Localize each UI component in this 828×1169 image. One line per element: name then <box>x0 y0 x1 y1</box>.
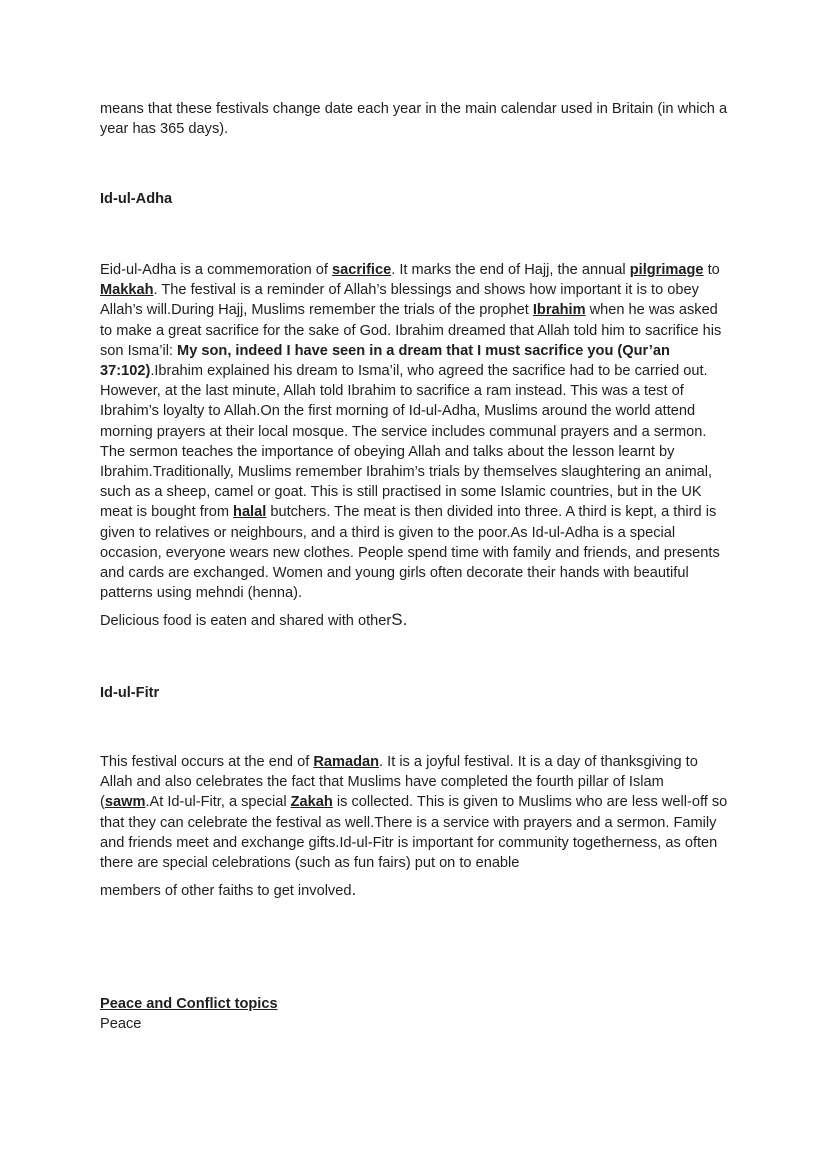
text-run: . It marks the end of Hajj, the annual <box>391 262 630 278</box>
heading-peace-and-conflict: Peace and Conflict topics <box>100 996 278 1012</box>
text-run: butchers. The meat is then divided into three. A third is kept, a third is given to relatives or neighbours, and a third is given to the poor.As Id-ul-Adha is a special occasion, everyone wears new clothes. People spend time with family and friends, and presents and cards are exchanged. Women and young girls often decorate their hands with beautiful patterns using mehndi (henna). <box>100 504 720 602</box>
text-run: to <box>703 262 720 278</box>
text-run: Delicious food is eaten and shared with other <box>100 613 392 630</box>
text-run: .Ibrahim explained his dream to Isma’il, who agreed the sacrifice had to be carried out. However, at the last minute, Allah told Ibrahim to sacrifice a ram instead. This was a test of Ibrahim’s loyalty to Allah.On the first morning of Id-ul-Adha, Muslims around the world attend morning prayers at their local mosque. The service includes communal prayers and a sermon. The sermon teaches the importance of obeying Allah and talks about the lesson learnt by Ibrahim.Traditionally, Muslims remember Ibrahim’s trials by themselves slaughtering an animal, such as a sheep, camel or goat. This is still practised in some Islamic countries, but in the UK meat is bought from <box>100 363 713 521</box>
text-run: when he was asked to make a great sacrifice for the sake of God. Ibrahim dreamed that Allah told him to sacrifice his son Isma’il: <box>100 302 722 359</box>
keyword-halal: halal <box>233 504 267 521</box>
keyword-ramadan: Ramadan <box>313 754 380 770</box>
paragraph-id-ul-adha <box>100 260 728 632</box>
heading-id-ul-adha: Id-ul-Adha <box>100 191 173 207</box>
text-run: . The festival is a reminder of Allah’s blessings and shows how important it is to obey Allah’s will.During Hajj, Muslims remember the trials of the prophet <box>100 282 699 319</box>
heading-id-ul-fitr: Id-ul-Fitr <box>100 685 160 701</box>
keyword-zakah: Zakah <box>290 794 333 811</box>
subheading-peace: Peace <box>100 1016 142 1032</box>
paragraph-id-ul-fitr <box>100 752 728 901</box>
keyword-pilgrimage: pilgrimage <box>629 262 704 278</box>
text-run: members of other faiths to get involved <box>100 883 352 900</box>
closing-char: . <box>351 880 357 900</box>
quran-quote: My son, indeed I have seen in a dream that I must sacrifice you (Qur’an 37:102) <box>100 342 670 380</box>
text-run: This festival occurs at the end of <box>100 754 314 770</box>
closing-line <box>100 880 728 901</box>
keyword-makkah: Makkah <box>100 282 154 299</box>
keyword-sacrifice: sacrifice <box>331 262 392 278</box>
keyword-sawm: sawm <box>104 794 146 811</box>
text-run: . It is a joyful festival. It is a day of thanksgiving to Allah and also celebrates the fact that Muslims have completed the fourth pillar of Islam ( <box>100 754 698 811</box>
closing-line <box>100 610 728 631</box>
text-run: is collected. This is given to Muslims who are less well-off so that they can celebrate the festival as well.There is a service with prayers and a sermon. Family and friends meet and exchange gifts.Id-ul-Fitr is important for community togetherness, as often there are special celebrations (such as fun fairs) put on to enable <box>100 794 728 872</box>
text-run: Eid-ul-Adha is a commemoration of <box>100 262 332 278</box>
closing-char: S. <box>391 610 408 630</box>
text-run: .At Id-ul-Fitr, a special <box>145 794 291 811</box>
intro-paragraph: means that these festivals change date each year in the main calendar used in Britain (in which a year has 365 days). <box>100 101 728 138</box>
keyword-ibrahim: Ibrahim <box>532 302 586 319</box>
